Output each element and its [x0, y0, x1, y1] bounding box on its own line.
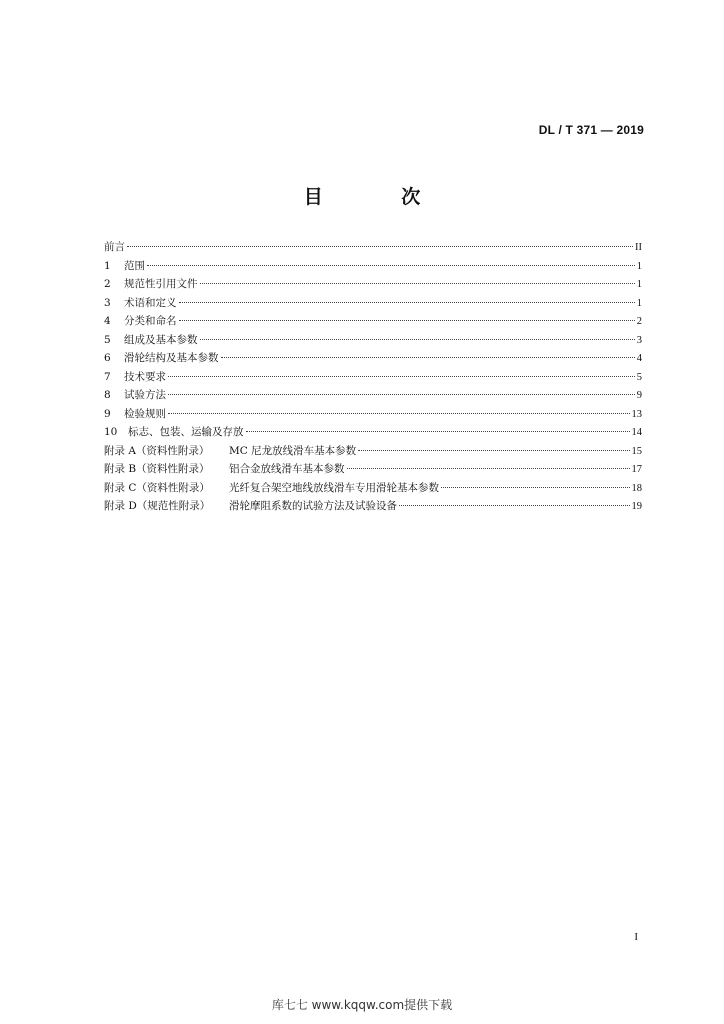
table-of-contents	[104, 238, 642, 516]
toc-entry-page: 4	[636, 353, 642, 364]
toc-entry-2[interactable]	[104, 275, 642, 294]
dot-leader	[179, 302, 635, 303]
toc-entry-8[interactable]	[104, 386, 642, 405]
dot-leader	[127, 246, 633, 247]
toc-entry-annex-d[interactable]	[104, 497, 642, 516]
toc-entry-label: 组成及基本参数	[124, 333, 198, 346]
toc-entry-label: 滑轮摩阻系数的试验方法及试验设备	[229, 500, 397, 512]
toc-entry-number: 7	[104, 370, 111, 383]
toc-entry-label: 光纤复合架空地线放线滑车专用滑轮基本参数	[229, 481, 439, 494]
toc-entry-label: 滑轮结构及基本参数	[124, 352, 219, 364]
toc-entry-page: 9	[636, 390, 642, 401]
toc-entry-10[interactable]	[104, 423, 642, 442]
dot-leader	[200, 283, 635, 284]
dot-leader	[168, 376, 635, 377]
toc-annex-label: 附录 B（资料性附录）	[104, 463, 210, 475]
toc-entry-3[interactable]	[104, 294, 642, 313]
toc-entry-page: 1	[636, 260, 642, 272]
toc-entry-label: 前言	[104, 241, 125, 253]
dot-leader	[221, 357, 635, 358]
toc-entry-7[interactable]	[104, 368, 642, 387]
toc-entry-number: 5	[104, 333, 111, 346]
toc-entry-page: 1	[636, 297, 642, 309]
toc-entry-page: 5	[636, 371, 642, 383]
toc-entry-label: 试验方法	[124, 389, 166, 401]
toc-entry-9[interactable]	[104, 405, 642, 424]
toc-entry-1[interactable]	[104, 257, 642, 276]
toc-entry-number: 3	[104, 296, 111, 309]
dot-leader	[347, 468, 630, 469]
dot-leader	[358, 450, 629, 451]
toc-entry-page: 17	[631, 464, 642, 475]
toc-entry-page: 3	[636, 334, 642, 346]
dot-leader	[441, 487, 630, 488]
toc-entry-annex-a[interactable]	[104, 442, 642, 461]
dot-leader	[179, 320, 635, 321]
toc-entry-annex-c[interactable]	[104, 479, 642, 498]
toc-entry-label: 铝合金放线滑车基本参数	[229, 463, 345, 475]
toc-entry-5[interactable]	[104, 331, 642, 350]
dot-leader	[399, 505, 630, 506]
toc-entry-number: 9	[104, 407, 111, 420]
toc-entry-label: 分类和命名	[124, 315, 177, 327]
toc-entry-number: 4	[104, 315, 111, 327]
toc-annex-label: 附录 A（资料性附录）	[104, 444, 210, 457]
toc-entry-label: 检验规则	[124, 407, 166, 420]
toc-entry-label: 规范性引用文件	[124, 278, 198, 290]
toc-title: 目 次	[303, 186, 457, 208]
toc-entry-page: 13	[631, 408, 642, 420]
toc-entry-foreword[interactable]	[104, 238, 642, 257]
toc-entry-page: 19	[631, 501, 642, 512]
toc-entry-label: 范围	[124, 259, 145, 272]
toc-entry-number: 1	[104, 259, 111, 272]
dot-leader	[200, 339, 635, 340]
toc-entry-label: 术语和定义	[124, 296, 177, 309]
download-watermark: 库七七 www.kqqw.com提供下载	[271, 998, 453, 1012]
dot-leader	[168, 413, 630, 414]
dot-leader	[168, 394, 635, 395]
toc-entry-page: 2	[636, 316, 642, 327]
dot-leader	[147, 265, 635, 266]
toc-entry-number: 10	[104, 426, 118, 438]
toc-entry-annex-b[interactable]	[104, 460, 642, 479]
toc-annex-label: 附录 D（规范性附录）	[104, 500, 211, 512]
toc-entry-label: 技术要求	[124, 370, 166, 383]
toc-annex-label: 附录 C（资料性附录）	[104, 481, 210, 494]
toc-entry-4[interactable]	[104, 312, 642, 331]
toc-entry-page: 15	[631, 445, 642, 457]
toc-entry-page: 1	[636, 279, 642, 290]
toc-entry-page: 18	[631, 482, 642, 494]
document-code: DL / T 371 — 2019	[538, 123, 644, 137]
page-number: I	[634, 931, 638, 943]
toc-entry-number: 6	[104, 352, 111, 364]
toc-entry-label: 标志、包装、运输及存放	[128, 426, 244, 438]
toc-entry-label: MC 尼龙放线滑车基本参数	[229, 444, 357, 457]
toc-entry-page: II	[635, 242, 642, 253]
toc-entry-number: 8	[104, 389, 111, 401]
toc-entry-number: 2	[104, 278, 111, 290]
dot-leader	[246, 431, 630, 432]
toc-entry-page: 14	[631, 427, 642, 438]
toc-entry-6[interactable]	[104, 349, 642, 368]
